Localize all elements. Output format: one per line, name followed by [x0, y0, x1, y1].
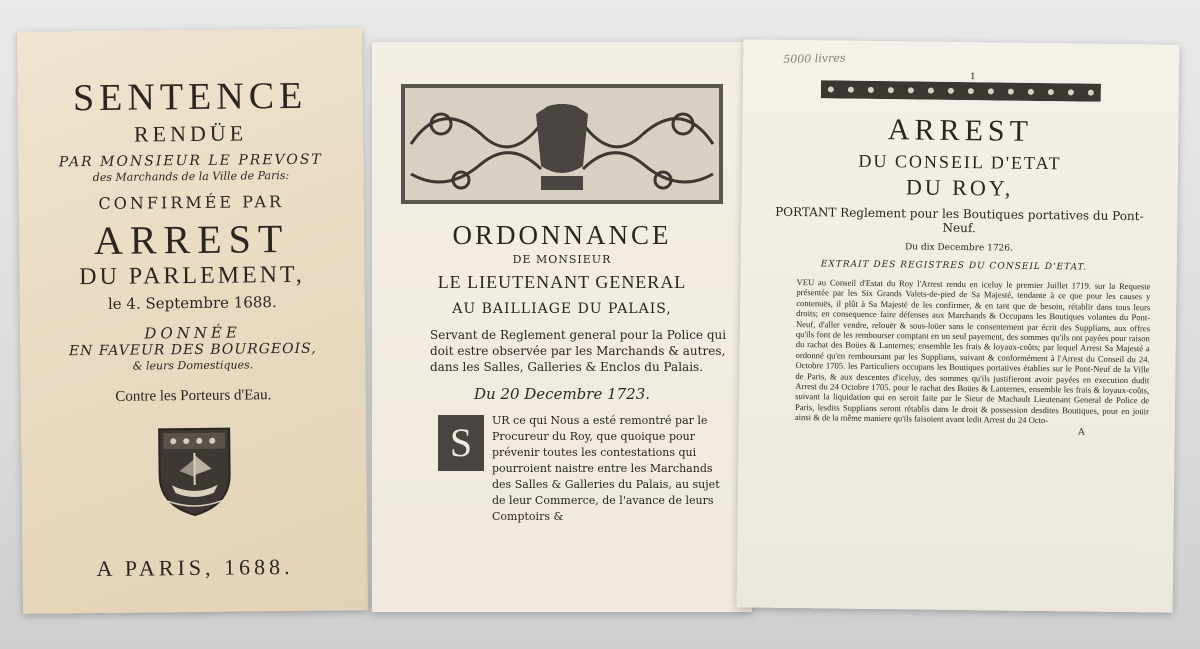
doc2-body: UR ce qui Nous a esté remontré par le Procureur du Roy, que quoique pour prévenir toutes les contestations qui pourroient naistre entre les Marchands des Salles & Galleries du Palais, au sujet de leur Commerce, de l'avance de leurs Comptoirs &	[492, 414, 720, 523]
paris-coat-of-arms-icon	[155, 425, 234, 518]
doc2-line5: Servant de Reglement general pour la Police qui doit estre observée par les Marchands & autres, dans les Salles, Galleries & Enclos du Palais.	[430, 328, 727, 374]
doc1-line9: DONNÉE	[144, 323, 241, 343]
document-arrest	[737, 39, 1180, 612]
doc2-line3: LE LIEUTENANT GENERAL	[437, 272, 687, 292]
doc2-line1: ORDONNANCE	[452, 220, 672, 250]
doc3-body: VEU au Conseil d'Estat du Roy l'Arrest rendu en iceluy le premier Juillet 1719. sur la Requeste présentée par les Six Grands Valets-de-pied de Sa Majesté, tendante à ce que pour les causes y contenuës, il plût à Sa Majesté de les confirmer, & en tant que de besoin, rétablir dans tous leurs droits; en consequence faire défenses aux Marchands & Occupans les Boutiques volantes du Pont-Neuf, d'aller vendre, relouër & sous-loüer sans le consentement par écrit des Supplians, aux offres qu'ils font de les rembourser comptant en un seul payement, des sommes qu'ils ont payées pour raison du rachat des Boües & Lanternes; ensemble les frais & loyaux-coûts; par lequel Arrest Sa Majesté a ordonné qu'en remboursant par les Supplians, suivant & conformément à l'Arrest du Conseil du 24. Octobre 1705. les Particuliers occupans les Boutiques portatives établies sur le Pont-Neuf de la Ville de Paris, & aux descentes d'iceluy, des sommes qu'ils justifieront avoir payées en execution dudit Arrest du 24 Octobre 1705. pour le rachat des Boües & Lanternes, ensemble les frais & loyaux-coûts, suivant la liquidation qui en seroit faite par le Sieur de Machault Lieutenant General de Police de Paris, lesdits Supplians seront rétablis dans le droit & possession desdites Boutiques, pour en joüir ainsi & de la même maniere qu'ils faisoient avant ledit Arrest du 24 Octo-	[794, 277, 1151, 426]
ornamental-border-icon	[821, 80, 1101, 101]
doc3-line2: DU CONSEIL D'ETAT	[858, 150, 1062, 174]
doc2-line4: AU BAILLIAGE DU PALAIS,	[452, 301, 672, 317]
doc2-dropcap: S	[438, 415, 484, 471]
doc3-page-number: 1	[969, 72, 976, 83]
doc1-line7: DU PARLEMENT,	[79, 261, 306, 291]
doc1-line8: le 4. Septembre 1688.	[107, 293, 277, 313]
document-ordonnance	[372, 42, 752, 612]
doc3-handwritten-note: 5000 livres	[783, 51, 846, 66]
doc3-line1: ARREST	[887, 113, 1034, 148]
doc1-line11: & leurs Domestiques.	[132, 358, 254, 373]
doc2-date: Du 20 Decembre 1723.	[473, 385, 651, 403]
document-sentence	[17, 28, 368, 614]
doc1-line4: des Marchands de la Ville de Paris:	[92, 168, 290, 185]
doc2-body-block	[440, 413, 728, 525]
doc1-title: SENTENCE	[72, 74, 308, 120]
doc3-line4: PORTANT Reglement pour les Boutiques portatives du Pont-Neuf.	[775, 204, 1144, 236]
doc2-line2: DE MONSIEUR	[512, 253, 612, 266]
doc1-imprint: A PARIS, 1688.	[96, 553, 294, 582]
doc1-line12: Contre les Porteurs d'Eau.	[115, 387, 272, 405]
doc3-signature-mark: A	[1078, 427, 1085, 438]
doc1-line6: ARREST	[93, 215, 290, 264]
doc3-extract-heading: EXTRAIT DES REGISTRES DU CONSEIL D'ETAT.	[820, 259, 1088, 273]
doc3-line3: DU ROY,	[905, 174, 1014, 201]
doc1-line10: EN FAVEUR DES BOURGEOIS,	[68, 340, 317, 360]
doc1-line5: CONFIRMÉE PAR	[98, 192, 285, 213]
doc1-line2: RENDÜE	[133, 120, 248, 147]
ornamental-headpiece-icon	[401, 84, 723, 204]
doc1-line3: PAR MONSIEUR LE PREVOST	[58, 151, 323, 171]
doc3-date: Du dix Decembre 1726.	[904, 242, 1013, 254]
